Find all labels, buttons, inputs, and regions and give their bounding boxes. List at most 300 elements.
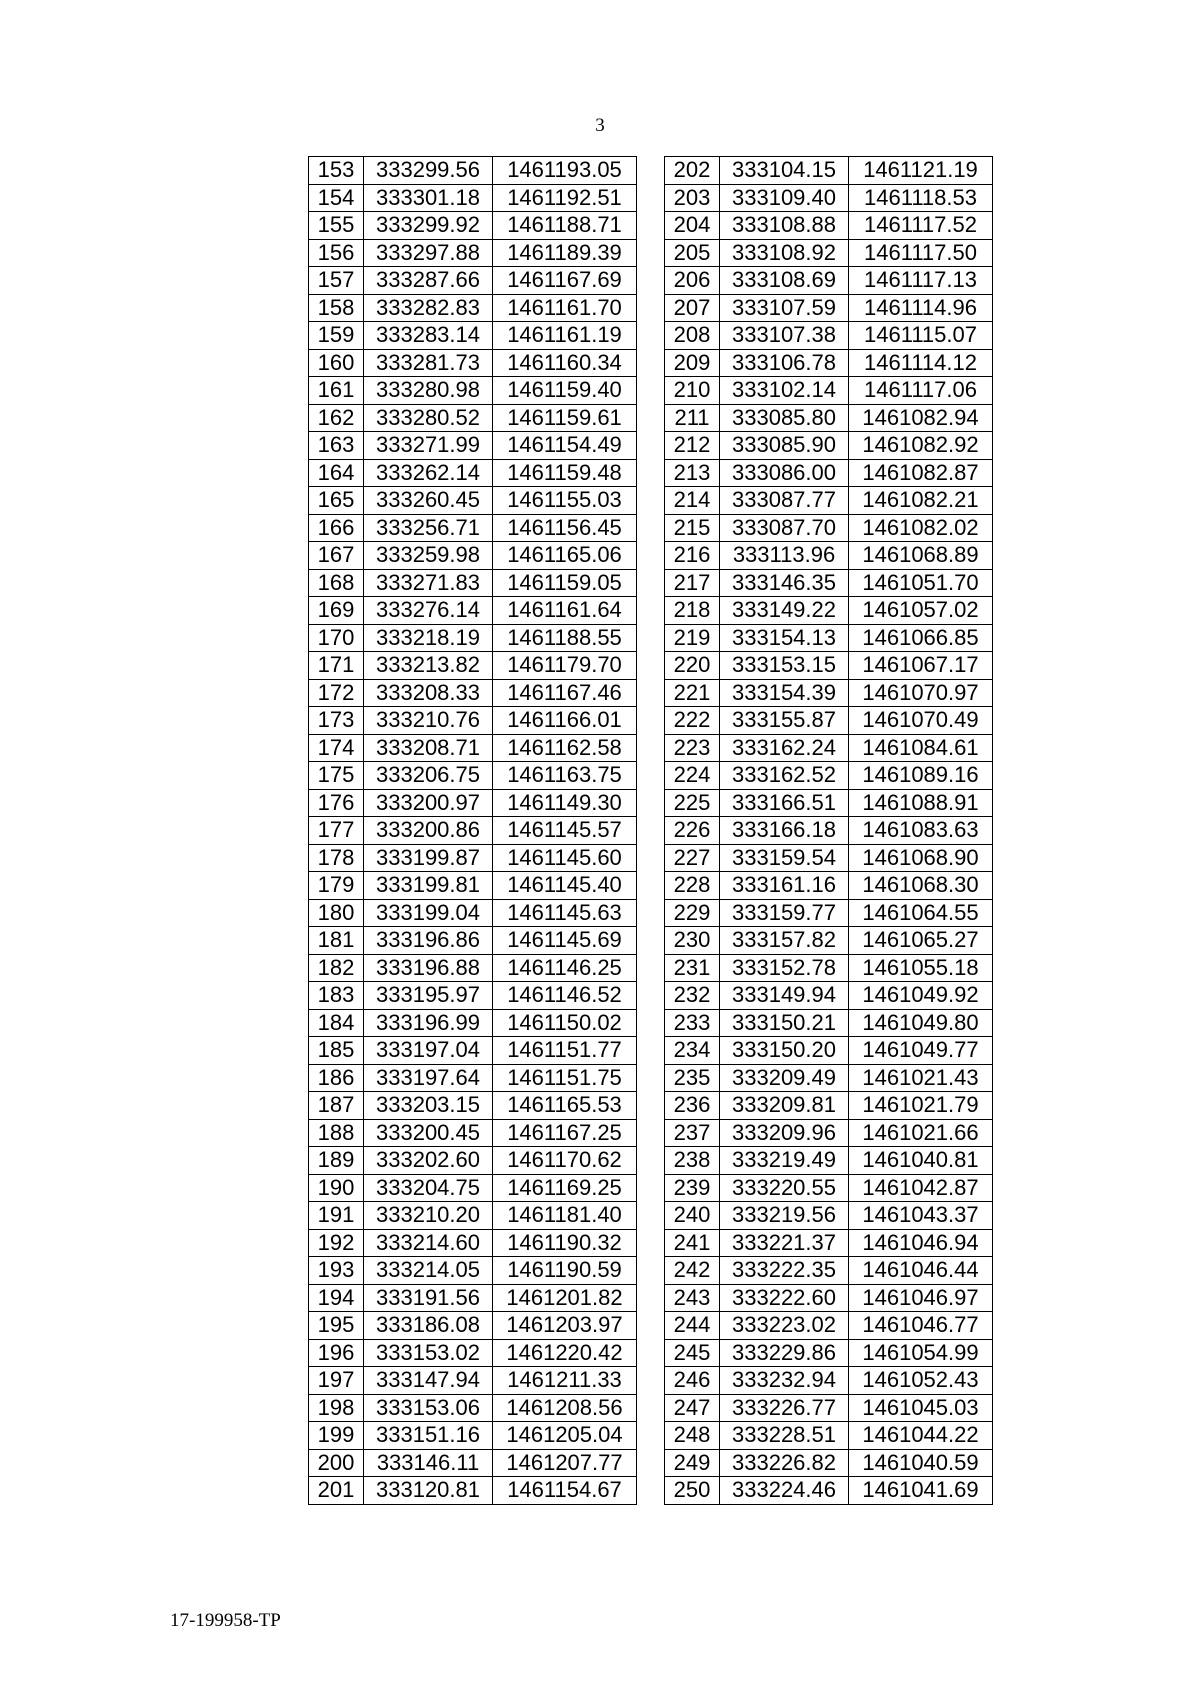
point-number-cell: 161: [309, 377, 364, 405]
x-coordinate-cell: 333106.78: [720, 349, 849, 377]
y-coordinate-cell: 1461046.97: [849, 1284, 993, 1312]
table-row: [309, 762, 637, 790]
x-coordinate-cell: 333199.04: [364, 899, 493, 927]
table-row: [309, 294, 637, 322]
table-row: [309, 679, 637, 707]
x-coordinate-cell: 333200.45: [364, 1119, 493, 1147]
point-number-cell: 238: [665, 1147, 720, 1175]
table-row: [665, 349, 993, 377]
y-coordinate-cell: 1461149.30: [493, 789, 637, 817]
y-coordinate-cell: 1461046.77: [849, 1312, 993, 1340]
y-coordinate-cell: 1461117.06: [849, 377, 993, 405]
y-coordinate-cell: 1461154.49: [493, 432, 637, 460]
table-row: [665, 1477, 993, 1505]
table-row: [309, 377, 637, 405]
y-coordinate-cell: 1461082.94: [849, 404, 993, 432]
x-coordinate-cell: 333150.21: [720, 1009, 849, 1037]
point-number-cell: 180: [309, 899, 364, 927]
point-number-cell: 198: [309, 1394, 364, 1422]
x-coordinate-cell: 333204.75: [364, 1174, 493, 1202]
table-row: [309, 322, 637, 350]
y-coordinate-cell: 1461021.66: [849, 1119, 993, 1147]
table-row: [309, 569, 637, 597]
x-coordinate-cell: 333146.35: [720, 569, 849, 597]
point-number-cell: 195: [309, 1312, 364, 1340]
x-coordinate-cell: 333210.76: [364, 707, 493, 735]
x-coordinate-cell: 333157.82: [720, 927, 849, 955]
point-number-cell: 243: [665, 1284, 720, 1312]
x-coordinate-cell: 333226.77: [720, 1394, 849, 1422]
point-number-cell: 222: [665, 707, 720, 735]
x-coordinate-cell: 333271.83: [364, 569, 493, 597]
x-coordinate-cell: 333102.14: [720, 377, 849, 405]
x-coordinate-cell: 333108.92: [720, 239, 849, 267]
coordinate-table-left-body: [309, 157, 637, 1505]
point-number-cell: 160: [309, 349, 364, 377]
point-number-cell: 196: [309, 1339, 364, 1367]
x-coordinate-cell: 333297.88: [364, 239, 493, 267]
table-row: [309, 239, 637, 267]
table-row: [665, 322, 993, 350]
x-coordinate-cell: 333153.06: [364, 1394, 493, 1422]
point-number-cell: 230: [665, 927, 720, 955]
point-number-cell: 170: [309, 624, 364, 652]
point-number-cell: 221: [665, 679, 720, 707]
point-number-cell: 159: [309, 322, 364, 350]
x-coordinate-cell: 333206.75: [364, 762, 493, 790]
table-row: [309, 734, 637, 762]
point-number-cell: 197: [309, 1367, 364, 1395]
table-row: [665, 1284, 993, 1312]
y-coordinate-cell: 1461118.53: [849, 184, 993, 212]
x-coordinate-cell: 333166.18: [720, 817, 849, 845]
x-coordinate-cell: 333087.70: [720, 514, 849, 542]
point-number-cell: 204: [665, 212, 720, 240]
y-coordinate-cell: 1461051.70: [849, 569, 993, 597]
x-coordinate-cell: 333222.60: [720, 1284, 849, 1312]
point-number-cell: 237: [665, 1119, 720, 1147]
y-coordinate-cell: 1461068.89: [849, 542, 993, 570]
table-row: [665, 1174, 993, 1202]
point-number-cell: 165: [309, 487, 364, 515]
point-number-cell: 245: [665, 1339, 720, 1367]
y-coordinate-cell: 1461156.45: [493, 514, 637, 542]
document-reference: 17-199958-TP: [170, 1610, 281, 1631]
x-coordinate-cell: 333107.59: [720, 294, 849, 322]
point-number-cell: 240: [665, 1202, 720, 1230]
table-row: [665, 1037, 993, 1065]
y-coordinate-cell: 1461049.92: [849, 982, 993, 1010]
point-number-cell: 174: [309, 734, 364, 762]
y-coordinate-cell: 1461046.94: [849, 1229, 993, 1257]
point-number-cell: 223: [665, 734, 720, 762]
table-row: [665, 432, 993, 460]
y-coordinate-cell: 1461064.55: [849, 899, 993, 927]
y-coordinate-cell: 1461155.03: [493, 487, 637, 515]
point-number-cell: 248: [665, 1422, 720, 1450]
y-coordinate-cell: 1461154.67: [493, 1477, 637, 1505]
x-coordinate-cell: 333232.94: [720, 1367, 849, 1395]
point-number-cell: 246: [665, 1367, 720, 1395]
y-coordinate-cell: 1461082.87: [849, 459, 993, 487]
point-number-cell: 173: [309, 707, 364, 735]
y-coordinate-cell: 1461151.77: [493, 1037, 637, 1065]
table-row: [665, 734, 993, 762]
table-row: [309, 597, 637, 625]
table-row: [665, 844, 993, 872]
x-coordinate-cell: 333280.98: [364, 377, 493, 405]
y-coordinate-cell: 1461052.43: [849, 1367, 993, 1395]
table-row: [309, 1422, 637, 1450]
table-row: [309, 184, 637, 212]
y-coordinate-cell: 1461150.02: [493, 1009, 637, 1037]
point-number-cell: 186: [309, 1064, 364, 1092]
x-coordinate-cell: 333209.49: [720, 1064, 849, 1092]
point-number-cell: 234: [665, 1037, 720, 1065]
x-coordinate-cell: 333085.90: [720, 432, 849, 460]
table-row: [309, 817, 637, 845]
y-coordinate-cell: 1461041.69: [849, 1477, 993, 1505]
x-coordinate-cell: 333259.98: [364, 542, 493, 570]
x-coordinate-cell: 333197.04: [364, 1037, 493, 1065]
point-number-cell: 182: [309, 954, 364, 982]
y-coordinate-cell: 1461146.25: [493, 954, 637, 982]
x-coordinate-cell: 333218.19: [364, 624, 493, 652]
table-row: [309, 899, 637, 927]
x-coordinate-cell: 333199.87: [364, 844, 493, 872]
point-number-cell: 202: [665, 157, 720, 185]
x-coordinate-cell: 333283.14: [364, 322, 493, 350]
table-row: [665, 789, 993, 817]
y-coordinate-cell: 1461208.56: [493, 1394, 637, 1422]
y-coordinate-cell: 1461205.04: [493, 1422, 637, 1450]
point-number-cell: 247: [665, 1394, 720, 1422]
point-number-cell: 162: [309, 404, 364, 432]
point-number-cell: 207: [665, 294, 720, 322]
y-coordinate-cell: 1461066.85: [849, 624, 993, 652]
y-coordinate-cell: 1461121.19: [849, 157, 993, 185]
x-coordinate-cell: 333299.92: [364, 212, 493, 240]
point-number-cell: 249: [665, 1449, 720, 1477]
point-number-cell: 205: [665, 239, 720, 267]
y-coordinate-cell: 1461145.69: [493, 927, 637, 955]
x-coordinate-cell: 333281.73: [364, 349, 493, 377]
y-coordinate-cell: 1461044.22: [849, 1422, 993, 1450]
point-number-cell: 163: [309, 432, 364, 460]
point-number-cell: 215: [665, 514, 720, 542]
point-number-cell: 178: [309, 844, 364, 872]
table-row: [665, 157, 993, 185]
y-coordinate-cell: 1461161.19: [493, 322, 637, 350]
table-row: [309, 652, 637, 680]
x-coordinate-cell: 333147.94: [364, 1367, 493, 1395]
table-row: [309, 1394, 637, 1422]
y-coordinate-cell: 1461068.30: [849, 872, 993, 900]
table-row: [665, 927, 993, 955]
x-coordinate-cell: 333153.15: [720, 652, 849, 680]
x-coordinate-cell: 333219.56: [720, 1202, 849, 1230]
x-coordinate-cell: 333196.99: [364, 1009, 493, 1037]
point-number-cell: 224: [665, 762, 720, 790]
point-number-cell: 233: [665, 1009, 720, 1037]
y-coordinate-cell: 1461145.63: [493, 899, 637, 927]
point-number-cell: 236: [665, 1092, 720, 1120]
x-coordinate-cell: 333196.88: [364, 954, 493, 982]
table-row: [309, 1092, 637, 1120]
table-row: [309, 349, 637, 377]
y-coordinate-cell: 1461083.63: [849, 817, 993, 845]
table-row: [309, 157, 637, 185]
x-coordinate-cell: 333085.80: [720, 404, 849, 432]
x-coordinate-cell: 333162.52: [720, 762, 849, 790]
point-number-cell: 229: [665, 899, 720, 927]
y-coordinate-cell: 1461162.58: [493, 734, 637, 762]
table-row: [309, 459, 637, 487]
table-row: [309, 1312, 637, 1340]
table-row: [309, 1119, 637, 1147]
y-coordinate-cell: 1461114.96: [849, 294, 993, 322]
y-coordinate-cell: 1461165.06: [493, 542, 637, 570]
table-row: [665, 569, 993, 597]
point-number-cell: 181: [309, 927, 364, 955]
x-coordinate-cell: 333287.66: [364, 267, 493, 295]
y-coordinate-cell: 1461065.27: [849, 927, 993, 955]
point-number-cell: 172: [309, 679, 364, 707]
x-coordinate-cell: 333120.81: [364, 1477, 493, 1505]
y-coordinate-cell: 1461201.82: [493, 1284, 637, 1312]
point-number-cell: 189: [309, 1147, 364, 1175]
coordinate-table-right-body: [665, 157, 993, 1505]
table-row: [309, 1477, 637, 1505]
y-coordinate-cell: 1461159.48: [493, 459, 637, 487]
point-number-cell: 171: [309, 652, 364, 680]
point-number-cell: 200: [309, 1449, 364, 1477]
x-coordinate-cell: 333186.08: [364, 1312, 493, 1340]
x-coordinate-cell: 333153.02: [364, 1339, 493, 1367]
table-row: [665, 487, 993, 515]
x-coordinate-cell: 333149.94: [720, 982, 849, 1010]
x-coordinate-cell: 333214.05: [364, 1257, 493, 1285]
x-coordinate-cell: 333166.51: [720, 789, 849, 817]
x-coordinate-cell: 333222.35: [720, 1257, 849, 1285]
table-row: [309, 954, 637, 982]
y-coordinate-cell: 1461021.43: [849, 1064, 993, 1092]
table-row: [665, 212, 993, 240]
table-row: [665, 1257, 993, 1285]
point-number-cell: 211: [665, 404, 720, 432]
point-number-cell: 213: [665, 459, 720, 487]
y-coordinate-cell: 1461211.33: [493, 1367, 637, 1395]
x-coordinate-cell: 333262.14: [364, 459, 493, 487]
x-coordinate-cell: 333161.16: [720, 872, 849, 900]
y-coordinate-cell: 1461188.71: [493, 212, 637, 240]
point-number-cell: 209: [665, 349, 720, 377]
coordinate-table-right: [664, 156, 993, 1505]
y-coordinate-cell: 1461161.70: [493, 294, 637, 322]
x-coordinate-cell: 333154.39: [720, 679, 849, 707]
y-coordinate-cell: 1461192.51: [493, 184, 637, 212]
y-coordinate-cell: 1461203.97: [493, 1312, 637, 1340]
x-coordinate-cell: 333108.88: [720, 212, 849, 240]
point-number-cell: 154: [309, 184, 364, 212]
y-coordinate-cell: 1461169.25: [493, 1174, 637, 1202]
point-number-cell: 164: [309, 459, 364, 487]
table-row: [309, 1449, 637, 1477]
point-number-cell: 214: [665, 487, 720, 515]
y-coordinate-cell: 1461170.62: [493, 1147, 637, 1175]
table-row: [309, 212, 637, 240]
table-row: [309, 624, 637, 652]
table-row: [665, 597, 993, 625]
y-coordinate-cell: 1461167.46: [493, 679, 637, 707]
y-coordinate-cell: 1461082.21: [849, 487, 993, 515]
x-coordinate-cell: 333200.97: [364, 789, 493, 817]
table-row: [665, 652, 993, 680]
y-coordinate-cell: 1461146.52: [493, 982, 637, 1010]
x-coordinate-cell: 333276.14: [364, 597, 493, 625]
x-coordinate-cell: 333280.52: [364, 404, 493, 432]
y-coordinate-cell: 1461049.77: [849, 1037, 993, 1065]
y-coordinate-cell: 1461115.07: [849, 322, 993, 350]
point-number-cell: 218: [665, 597, 720, 625]
point-number-cell: 188: [309, 1119, 364, 1147]
y-coordinate-cell: 1461145.60: [493, 844, 637, 872]
point-number-cell: 210: [665, 377, 720, 405]
table-row: [665, 707, 993, 735]
table-row: [665, 267, 993, 295]
point-number-cell: 235: [665, 1064, 720, 1092]
y-coordinate-cell: 1461067.17: [849, 652, 993, 680]
x-coordinate-cell: 333223.02: [720, 1312, 849, 1340]
x-coordinate-cell: 333196.86: [364, 927, 493, 955]
x-coordinate-cell: 333282.83: [364, 294, 493, 322]
table-row: [309, 844, 637, 872]
x-coordinate-cell: 333299.56: [364, 157, 493, 185]
point-number-cell: 194: [309, 1284, 364, 1312]
y-coordinate-cell: 1461181.40: [493, 1202, 637, 1230]
x-coordinate-cell: 333195.97: [364, 982, 493, 1010]
y-coordinate-cell: 1461189.39: [493, 239, 637, 267]
table-row: [309, 1064, 637, 1092]
y-coordinate-cell: 1461190.59: [493, 1257, 637, 1285]
y-coordinate-cell: 1461040.81: [849, 1147, 993, 1175]
point-number-cell: 212: [665, 432, 720, 460]
point-number-cell: 231: [665, 954, 720, 982]
y-coordinate-cell: 1461145.40: [493, 872, 637, 900]
x-coordinate-cell: 333200.86: [364, 817, 493, 845]
table-row: [665, 679, 993, 707]
point-number-cell: 217: [665, 569, 720, 597]
table-row: [309, 1037, 637, 1065]
table-row: [665, 184, 993, 212]
y-coordinate-cell: 1461159.05: [493, 569, 637, 597]
table-row: [309, 267, 637, 295]
point-number-cell: 158: [309, 294, 364, 322]
table-row: [309, 1174, 637, 1202]
x-coordinate-cell: 333202.60: [364, 1147, 493, 1175]
y-coordinate-cell: 1461068.90: [849, 844, 993, 872]
y-coordinate-cell: 1461145.57: [493, 817, 637, 845]
table-row: [309, 707, 637, 735]
y-coordinate-cell: 1461193.05: [493, 157, 637, 185]
x-coordinate-cell: 333226.82: [720, 1449, 849, 1477]
point-number-cell: 153: [309, 157, 364, 185]
table-row: [309, 927, 637, 955]
point-number-cell: 244: [665, 1312, 720, 1340]
x-coordinate-cell: 333260.45: [364, 487, 493, 515]
point-number-cell: 208: [665, 322, 720, 350]
table-row: [665, 459, 993, 487]
point-number-cell: 232: [665, 982, 720, 1010]
table-row: [665, 1202, 993, 1230]
table-row: [309, 1229, 637, 1257]
table-row: [309, 432, 637, 460]
y-coordinate-cell: 1461055.18: [849, 954, 993, 982]
x-coordinate-cell: 333162.24: [720, 734, 849, 762]
point-number-cell: 166: [309, 514, 364, 542]
x-coordinate-cell: 333104.15: [720, 157, 849, 185]
table-row: [309, 542, 637, 570]
point-number-cell: 228: [665, 872, 720, 900]
y-coordinate-cell: 1461070.97: [849, 679, 993, 707]
point-number-cell: 225: [665, 789, 720, 817]
x-coordinate-cell: 333149.22: [720, 597, 849, 625]
table-row: [309, 404, 637, 432]
table-row: [665, 1147, 993, 1175]
table-row: [665, 762, 993, 790]
x-coordinate-cell: 333224.46: [720, 1477, 849, 1505]
y-coordinate-cell: 1461167.69: [493, 267, 637, 295]
point-number-cell: 190: [309, 1174, 364, 1202]
point-number-cell: 226: [665, 817, 720, 845]
point-number-cell: 220: [665, 652, 720, 680]
y-coordinate-cell: 1461045.03: [849, 1394, 993, 1422]
y-coordinate-cell: 1461151.75: [493, 1064, 637, 1092]
x-coordinate-cell: 333256.71: [364, 514, 493, 542]
x-coordinate-cell: 333203.15: [364, 1092, 493, 1120]
x-coordinate-cell: 333159.54: [720, 844, 849, 872]
table-row: [665, 1449, 993, 1477]
y-coordinate-cell: 1461070.49: [849, 707, 993, 735]
table-row: [665, 239, 993, 267]
table-row: [309, 1284, 637, 1312]
table-row: [309, 789, 637, 817]
y-coordinate-cell: 1461046.44: [849, 1257, 993, 1285]
point-number-cell: 175: [309, 762, 364, 790]
y-coordinate-cell: 1461117.52: [849, 212, 993, 240]
y-coordinate-cell: 1461188.55: [493, 624, 637, 652]
table-row: [665, 1312, 993, 1340]
y-coordinate-cell: 1461117.13: [849, 267, 993, 295]
y-coordinate-cell: 1461040.59: [849, 1449, 993, 1477]
table-row: [309, 1339, 637, 1367]
table-row: [665, 1394, 993, 1422]
x-coordinate-cell: 333109.40: [720, 184, 849, 212]
table-row: [665, 817, 993, 845]
y-coordinate-cell: 1461114.12: [849, 349, 993, 377]
x-coordinate-cell: 333107.38: [720, 322, 849, 350]
y-coordinate-cell: 1461160.34: [493, 349, 637, 377]
x-coordinate-cell: 333152.78: [720, 954, 849, 982]
table-row: [665, 1092, 993, 1120]
point-number-cell: 169: [309, 597, 364, 625]
table-row: [665, 954, 993, 982]
point-number-cell: 179: [309, 872, 364, 900]
point-number-cell: 191: [309, 1202, 364, 1230]
table-row: [309, 487, 637, 515]
x-coordinate-cell: 333113.96: [720, 542, 849, 570]
x-coordinate-cell: 333208.33: [364, 679, 493, 707]
